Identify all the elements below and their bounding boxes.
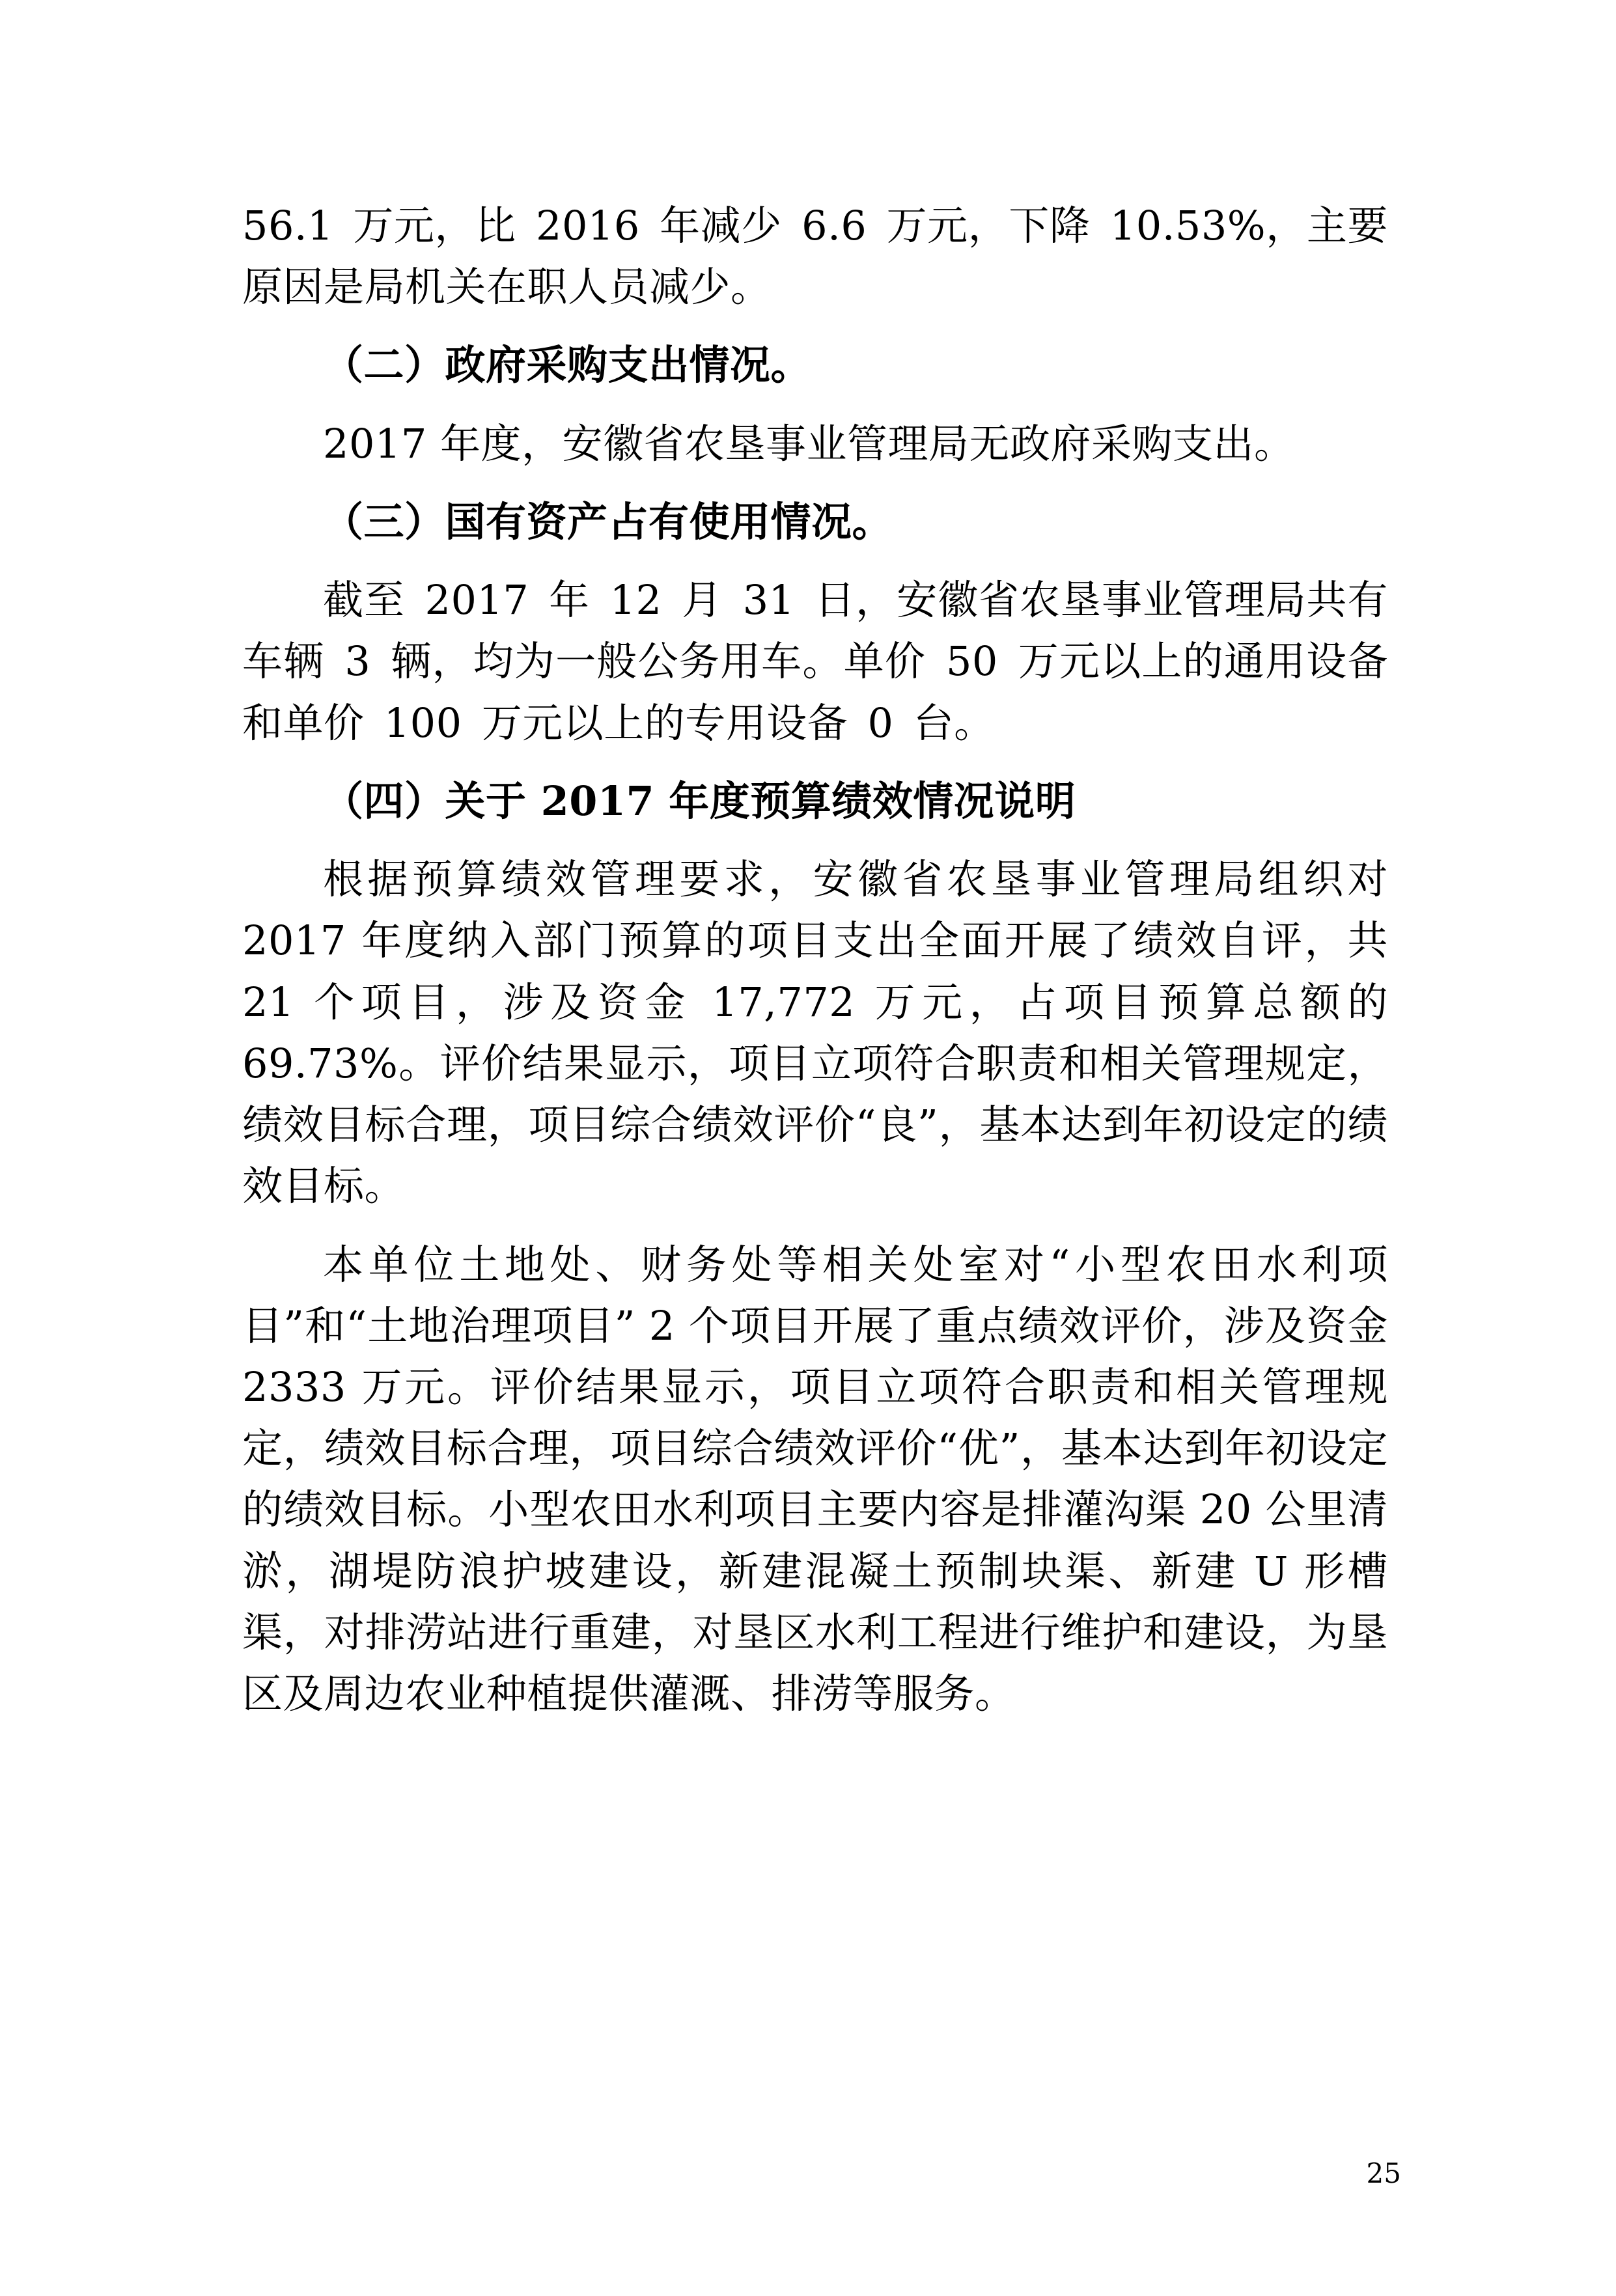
paragraph-procurement-body: 2017 年度，安徽省农垦事业管理局无政府采购支出。 xyxy=(323,419,1295,467)
page-body xyxy=(242,195,1388,1730)
paragraph-continuation: 56.1 万元，比 2016 年减少 6.6 万元，下降 10.53%，主要原因是局机关在职人员减少。 xyxy=(242,202,1388,311)
page-number: 25 xyxy=(1366,2157,1401,2189)
paragraph-state-assets-body: 截至 2017 年 12 月 31 日，安徽省农垦事业管理局共有车辆 3 辆，均为一般公务用车。单价 50 万元以上的通用设备和单价 100 万元以上的专用设备 0 台。 xyxy=(242,576,1388,747)
section-heading-procurement: （二）政府采购支出情况。 xyxy=(323,341,812,389)
section-heading-state-assets: （三）国有资产占有使用情况。 xyxy=(323,497,893,546)
section-heading-budget-performance: （四）关于 2017 年度预算绩效情况说明 xyxy=(323,777,1076,825)
paragraph-key-performance-evaluation: 本单位土地处、财务处等相关处室对“小型农田水利项目”和“土地治理项目” 2 个项目开展了重点绩效评价，涉及资金 2333 万元。评价结果显示，项目立项符合职责和相关管理规定，绩效目标合理，项目综合绩效评价“优”，基本达到年初设定的绩效目标。小型农田水利项目主要内容是排灌沟渠 20 公里清淤，湖堤防浪护坡建设，新建混凝土预制块渠、新建 U 形槽渠，对排涝站进行重建，对垦区水利工程进行维护和建设，为垦区及周边农业种植提供灌溉、排涝等服务。 xyxy=(242,1240,1388,1718)
paragraph-performance-self-evaluation: 根据预算绩效管理要求，安徽省农垦事业管理局组织对 2017 年度纳入部门预算的项目支出全面开展了绩效自评，共 21 个项目，涉及资金 17,772 万元，占项目预算总额的 69.73%。评价结果显示，项目立项符合职责和相关管理规定，绩效目标合理，项目综合绩效评价“良”，基本达到年初设定的绩效目标。 xyxy=(242,855,1388,1210)
